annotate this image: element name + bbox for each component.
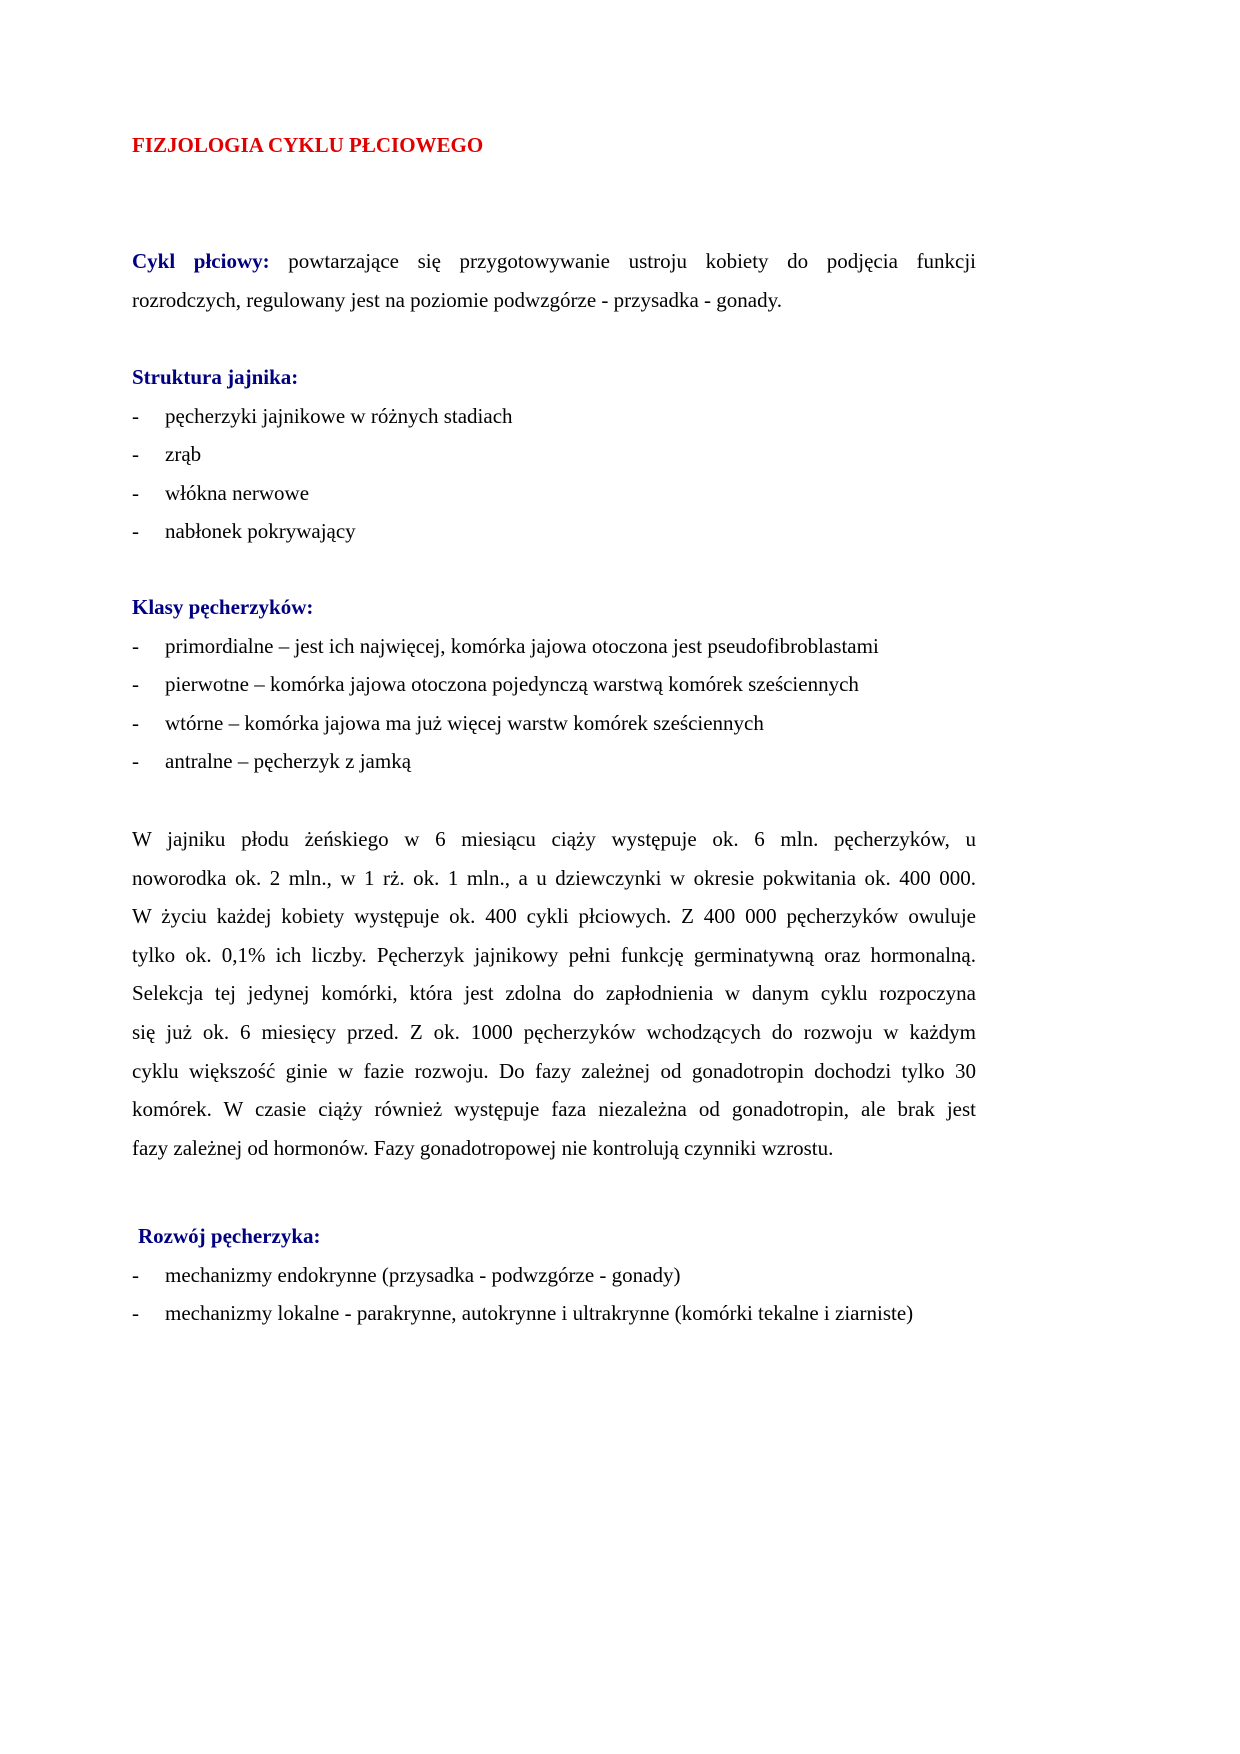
document-title: FIZJOLOGIA CYKLU PŁCIOWEGO <box>132 133 484 157</box>
list-item-text: antralne – pęcherzyk z jamką <box>165 749 412 774</box>
intro-line-1 <box>132 242 976 281</box>
bullet: - <box>132 633 139 658</box>
list-item <box>132 1294 976 1333</box>
intro-line-2: rozrodczych, regulowany jest na poziomie podwzgórze - przysadka - gonady. <box>132 287 782 312</box>
list-item <box>132 512 976 551</box>
bullet: - <box>132 710 139 735</box>
list-item <box>132 474 976 513</box>
paragraph-line: tylko ok. 0,1% ich liczby. Pęcherzyk jajnikowy pełni funkcję germinatywną oraz hormonalną. <box>132 942 976 967</box>
list-item <box>132 627 976 666</box>
paragraph-line: W życiu każdej kobiety występuje ok. 400 cykli płciowych. Z 400 000 pęcherzyków owuluje <box>132 904 976 929</box>
list-item-text: pęcherzyki jajnikowe w różnych stadiach <box>165 403 513 428</box>
classes-section <box>132 588 976 781</box>
paragraph-line: W jajniku płodu żeńskiego w 6 miesiącu ciąży występuje ok. 6 mln. pęcherzyków, u <box>132 827 976 851</box>
bullet: - <box>132 749 139 774</box>
list-item-text: zrąb <box>165 442 202 467</box>
list-item-text: nabłonek pokrywający <box>165 519 356 544</box>
list-item-text: mechanizmy lokalne - parakrynne, autokrynne i ultrakrynne (komórki tekalne i ziarniste) <box>165 1301 914 1326</box>
paragraph-line: się już ok. 6 miesięcy przed. Z ok. 1000 pęcherzyków wchodzących do rozwoju w każdym <box>132 1019 976 1044</box>
bullet: - <box>132 442 139 467</box>
development-section <box>132 1217 976 1333</box>
list-item <box>132 1256 976 1295</box>
list-item <box>132 742 976 781</box>
section-heading: Struktura jajnika: <box>132 365 299 389</box>
list-item <box>132 665 976 704</box>
list-item <box>132 435 976 474</box>
bullet: - <box>132 1301 139 1326</box>
paragraph-line: Selekcja tej jedynej komórki, która jest zdolna do zapłodnienia w danym cyklu rozpoczyna <box>132 981 976 1006</box>
paragraph-line: komórek. W czasie ciąży również występuje faza niezależna od gonadotropin, ale brak jest <box>132 1097 976 1122</box>
paragraph-line: cyklu większość ginie w fazie rozwoju. Do fazy zależnej od gonadotropin dochodzi tylko 30 <box>132 1058 976 1083</box>
list-item-text: włókna nerwowe <box>165 480 310 505</box>
structure-section <box>132 358 976 551</box>
bullet: - <box>132 403 139 428</box>
list-item <box>132 397 976 436</box>
section-heading: Rozwój pęcherzyka: <box>138 1224 321 1248</box>
list-item-text: mechanizmy endokrynne (przysadka - podwzgórze - gonady) <box>165 1262 681 1287</box>
intro-paragraph <box>132 242 976 319</box>
term-label: Cykl płciowy: <box>132 249 270 273</box>
list-item-text: primordialne – jest ich najwięcej, komórka jajowa otoczona jest pseudofibroblastami <box>165 633 879 658</box>
body-paragraph <box>132 820 976 1167</box>
list-item <box>132 704 976 743</box>
list-item-text: wtórne – komórka jajowa ma już więcej warstw komórek sześciennych <box>165 710 764 735</box>
bullet: - <box>132 672 139 697</box>
paragraph-line: fazy zależnej od hormonów. Fazy gonadotropowej nie kontrolują czynniki wzrostu. <box>132 1135 834 1160</box>
section-heading: Klasy pęcherzyków: <box>132 595 314 619</box>
intro-text: powtarzające się przygotowywanie ustroju kobiety do podjęcia funkcji <box>288 249 977 273</box>
bullet: - <box>132 480 139 505</box>
list-item-text: pierwotne – komórka jajowa otoczona pojedynczą warstwą komórek sześciennych <box>165 672 859 697</box>
paragraph-line: noworodka ok. 2 mln., w 1 rż. ok. 1 mln., a u dziewczynki w okresie pokwitania ok. 400 000. <box>132 865 976 890</box>
bullet: - <box>132 1262 139 1287</box>
bullet: - <box>132 519 139 544</box>
